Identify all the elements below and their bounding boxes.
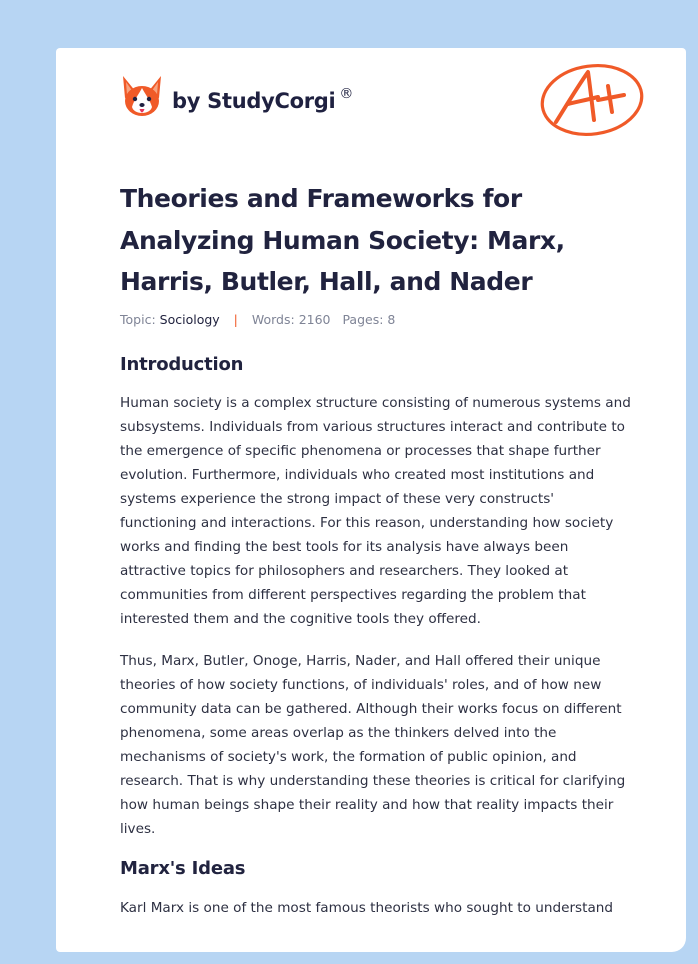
registered-mark: ® bbox=[339, 86, 354, 102]
paragraph: Karl Marx is one of the most famous theorists who sought to understand bbox=[120, 900, 614, 916]
topic-label: Topic: bbox=[120, 312, 156, 327]
meta-separator: | bbox=[233, 312, 238, 327]
paragraph: Thus, Marx, Butler, Onoge, Harris, Nader, and Hall offered their unique theories of how society functions, of individuals' roles, and of how new community data can be gathered. Although their works focus on different phenomena, some areas overlap as the thinkers delved into the mechanisms of society's work, the formation of public opinion, and research. That is why understanding these theories is critical for clarifying how human beings shape their reality and how that reality impacts their lives. bbox=[120, 653, 626, 837]
paragraph: Human society is a complex structure consisting of numerous systems and subsystems. Individuals from various structures interact and contribute to the emergence of specific phenomena or processes that shape further evolution. Furthermore, individuals who created most institutions and systems experience the strong impact of these very constructs' functioning and interactions. For this reason, understanding how society works and finding the best tools for its analysis have always been attractive topics for philosophers and researchers. They looked at communities from different perspectives regarding the problem that interested them and the cognitive tools they offered. bbox=[120, 395, 631, 627]
document-page bbox=[56, 48, 686, 952]
section-heading-marx-ideas: Marx's Ideas bbox=[120, 858, 246, 879]
brand-name: by StudyCorgi ® bbox=[172, 86, 354, 113]
document-title: Theories and Frameworks for Analyzing Human Society: Marx, Harris, Butler, Hall, and Nader bbox=[120, 184, 565, 296]
topic-link[interactable]: Sociology bbox=[159, 312, 220, 327]
grade-stamp-icon bbox=[538, 60, 648, 140]
studycorgi-logo[interactable] bbox=[120, 74, 353, 122]
corgi-icon bbox=[120, 74, 164, 122]
section-heading-introduction: Introduction bbox=[120, 354, 244, 375]
pages-count: 8 bbox=[387, 312, 396, 327]
words-label: Words: bbox=[251, 312, 295, 327]
document-meta bbox=[120, 312, 395, 327]
pages-label: Pages: bbox=[342, 312, 384, 327]
words-count: 2160 bbox=[298, 312, 331, 327]
